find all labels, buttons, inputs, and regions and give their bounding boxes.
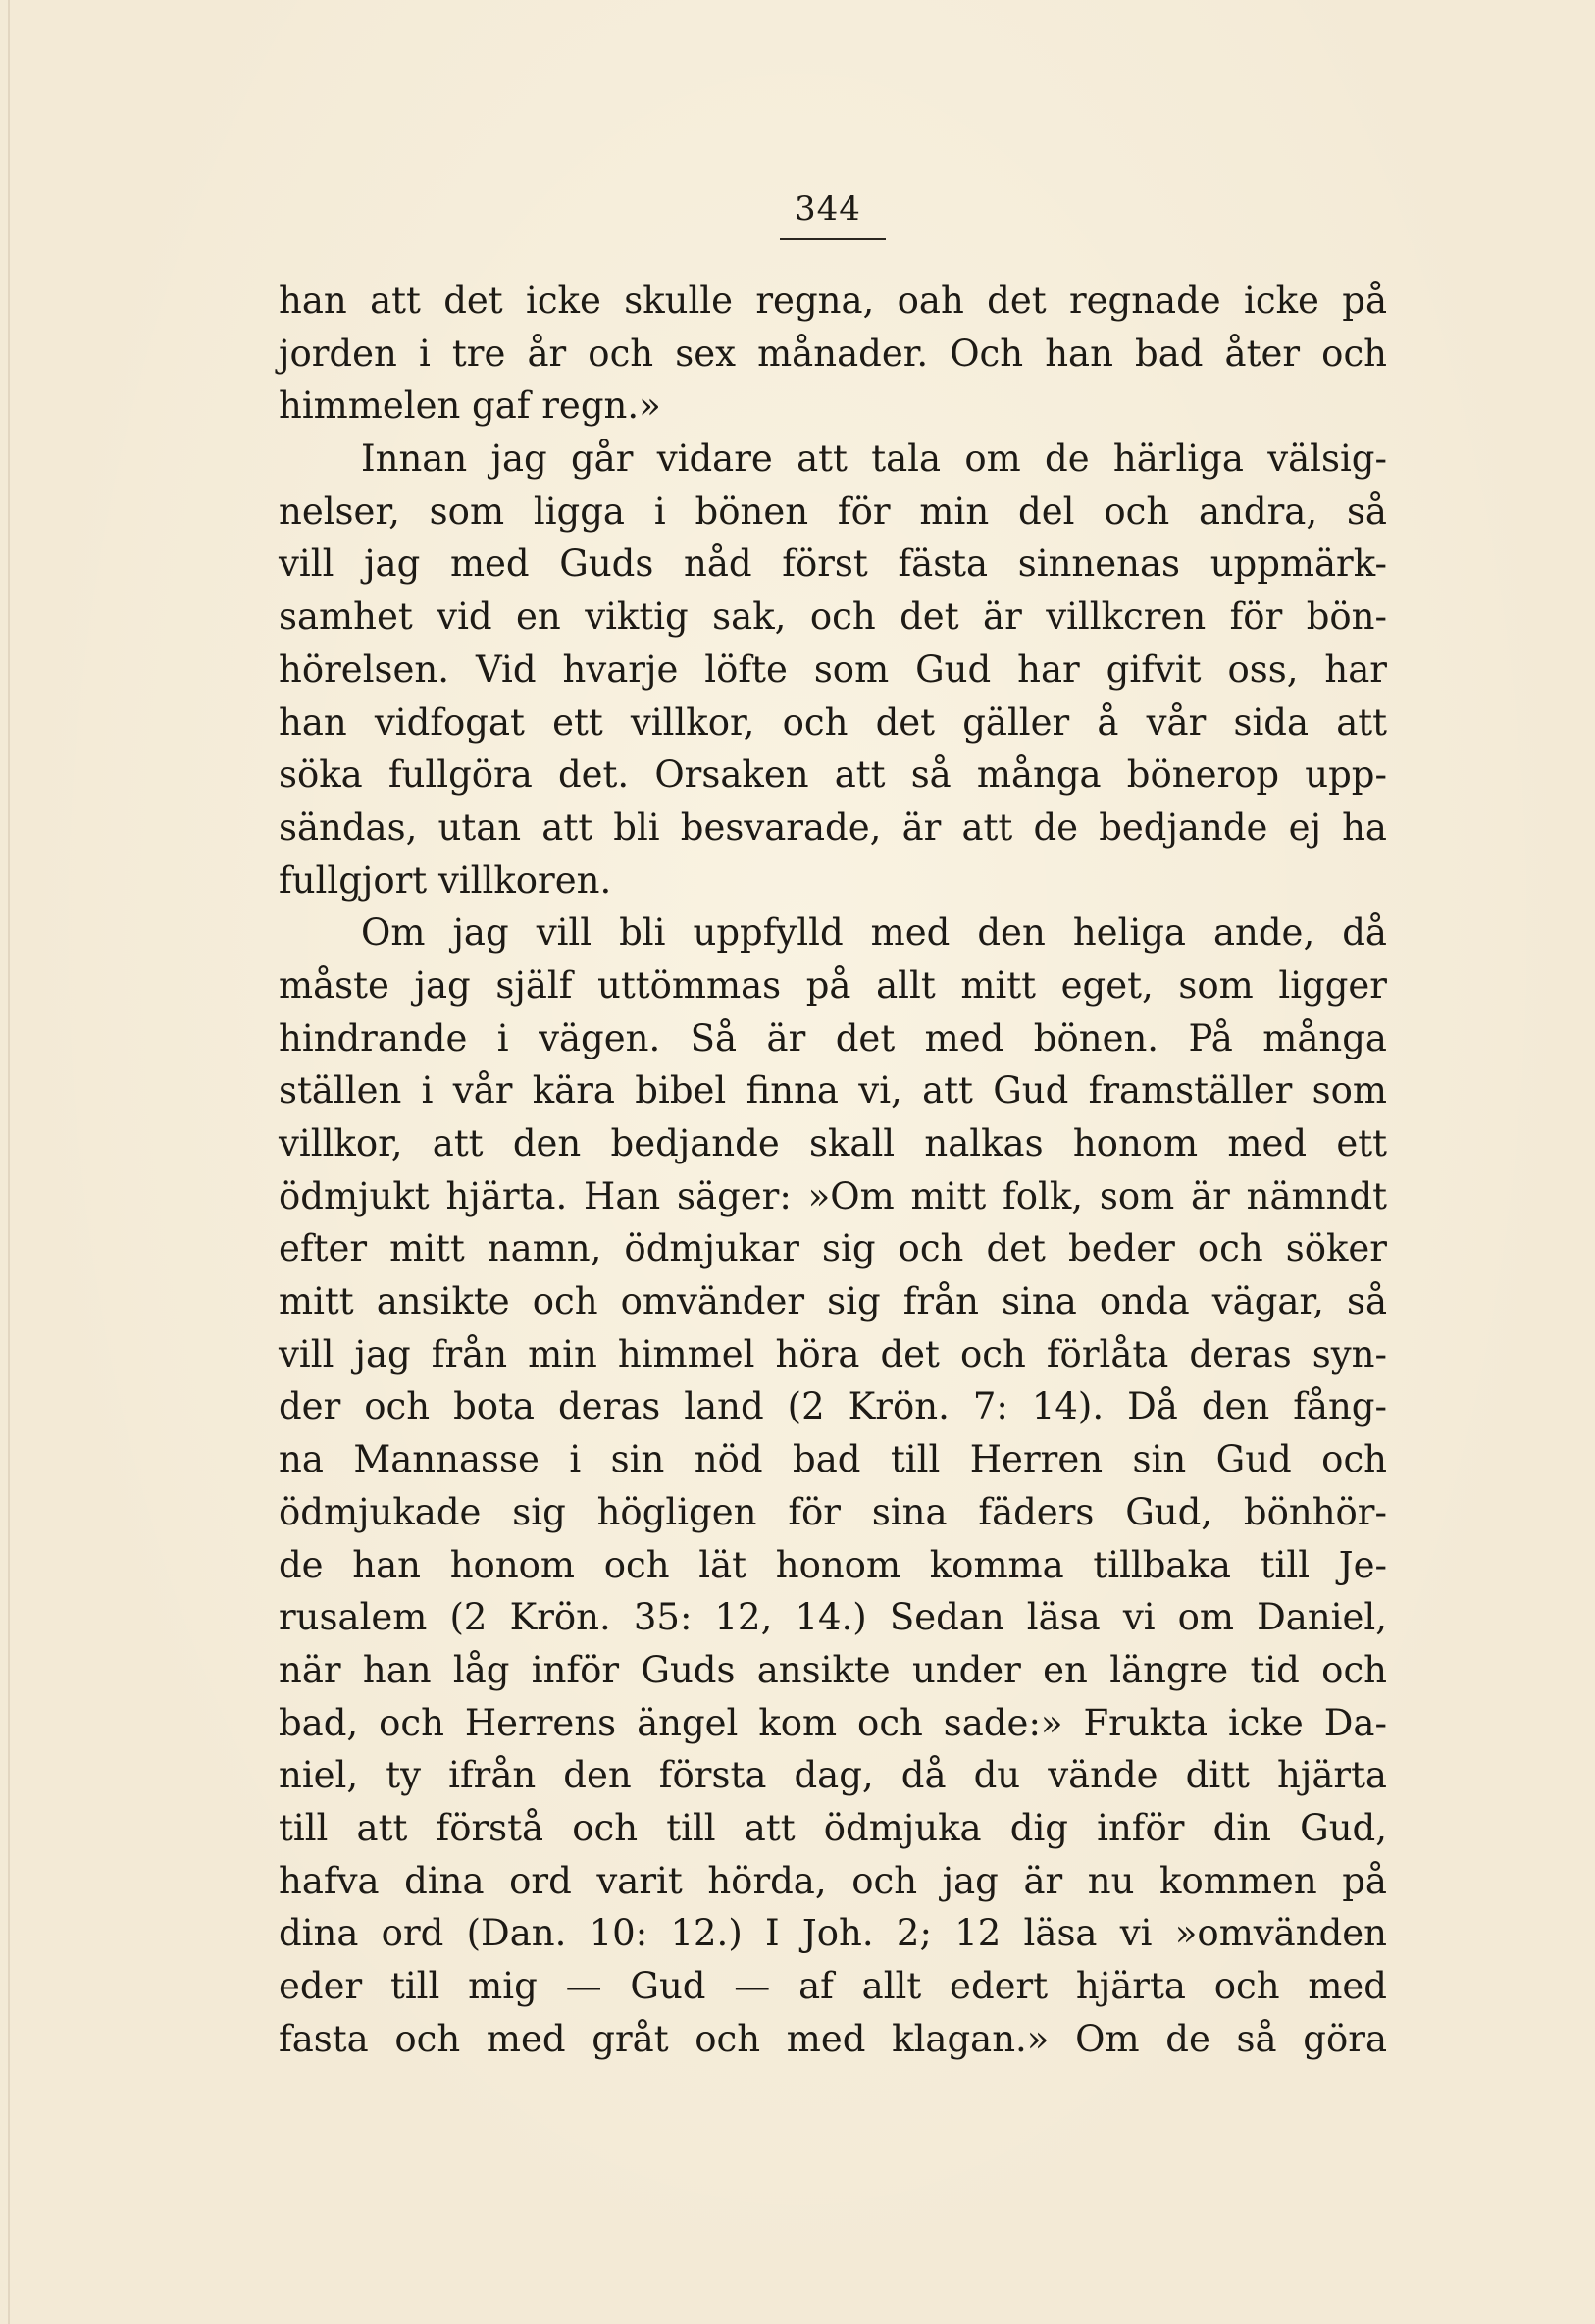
text-line: dina ord (Dan. 10: 12.) I Joh. 2; 12 läsa vi »omvänden: [279, 1912, 1387, 1955]
text-line: niel, ty ifrån den första dag, då du vände ditt hjärta: [279, 1754, 1387, 1797]
text-line: efter mitt namn, ödmjukar sig och det beder och söker: [279, 1227, 1387, 1270]
text-line: bad, och Herrens ängel kom och sade:» Frukta icke Da-: [279, 1701, 1387, 1744]
text-line: sändas, utan att bli besvarade, är att de bedjande ej ha: [279, 805, 1387, 849]
text-line: hindrande i vägen. Så är det med bönen. På många: [279, 1016, 1387, 1059]
text-line: när han låg inför Guds ansikte under en längre tid och: [279, 1648, 1387, 1691]
text-line: jorden i tre år och sex månader. Och han bad åter och: [279, 332, 1387, 375]
text-line: rusalem (2 Krön. 35: 12, 14.) Sedan läsa vi om Daniel,: [279, 1596, 1387, 1639]
text-line: han att det icke skulle regna, oah det regnade icke på: [279, 280, 1387, 322]
body-text: [279, 275, 1387, 2065]
text-line: ställen i vår kära bibel finna vi, att Gud framställer som: [279, 1069, 1387, 1112]
page-number-rule: [780, 238, 886, 240]
text-line: Innan jag går vidare att tala om de härliga välsig-: [361, 438, 1387, 481]
text-line: himmelen gaf regn.»: [279, 385, 661, 428]
page-number: 344: [795, 189, 861, 229]
page-edge-shadow: [8, 0, 10, 2324]
text-line: hörelsen. Vid hvarje löfte som Gud har gifvit oss, har: [279, 647, 1387, 691]
text-line: der och bota deras land (2 Krön. 7: 14). Då den fång-: [279, 1385, 1387, 1428]
text-line: samhet vid en viktig sak, och det är villkcren för bön-: [279, 595, 1387, 639]
text-line: nelser, som ligga i bönen för min del och andra, så: [279, 490, 1387, 533]
text-line: hafva dina ord varit hörda, och jag är nu kommen på: [279, 1859, 1387, 1902]
text-line: na Mannasse i sin nöd bad till Herren sin Gud och: [279, 1438, 1387, 1481]
text-line: måste jag själf uttömmas på allt mitt eget, som ligger: [279, 963, 1387, 1007]
text-line: ödmjukt hjärta. Han säger: »Om mitt folk, som är nämndt: [279, 1174, 1387, 1217]
text-line: de han honom och lät honom komma tillbaka till Je-: [279, 1543, 1387, 1586]
text-line: fasta och med gråt och med klagan.» Om de så göra: [279, 2017, 1387, 2060]
text-line: Om jag vill bli uppfylld med den heliga ande, då: [361, 911, 1387, 955]
text-line: han vidfogat ett villkor, och det gäller å vår sida att: [279, 700, 1387, 744]
text-line: till att förstå och till att ödmjuka dig inför din Gud,: [279, 1806, 1387, 1849]
text-line: villkor, att den bedjande skall nalkas honom med ett: [279, 1122, 1387, 1164]
text-line: söka fullgöra det. Orsaken att så många bönerop upp-: [279, 753, 1387, 797]
text-line: ödmjukade sig högligen för sina fäders Gud, bönhör-: [279, 1490, 1387, 1533]
text-line: eder till mig — Gud — af allt edert hjärta och med: [279, 1965, 1387, 2007]
text-line: vill jag med Guds nåd först fästa sinnenas uppmärk-: [279, 542, 1387, 586]
text-line: vill jag från min himmel höra det och förlåta deras syn-: [279, 1332, 1387, 1375]
text-line: mitt ansikte och omvänder sig från sina onda vägar, så: [279, 1280, 1387, 1323]
text-line: fullgjort villkoren.: [279, 858, 612, 902]
